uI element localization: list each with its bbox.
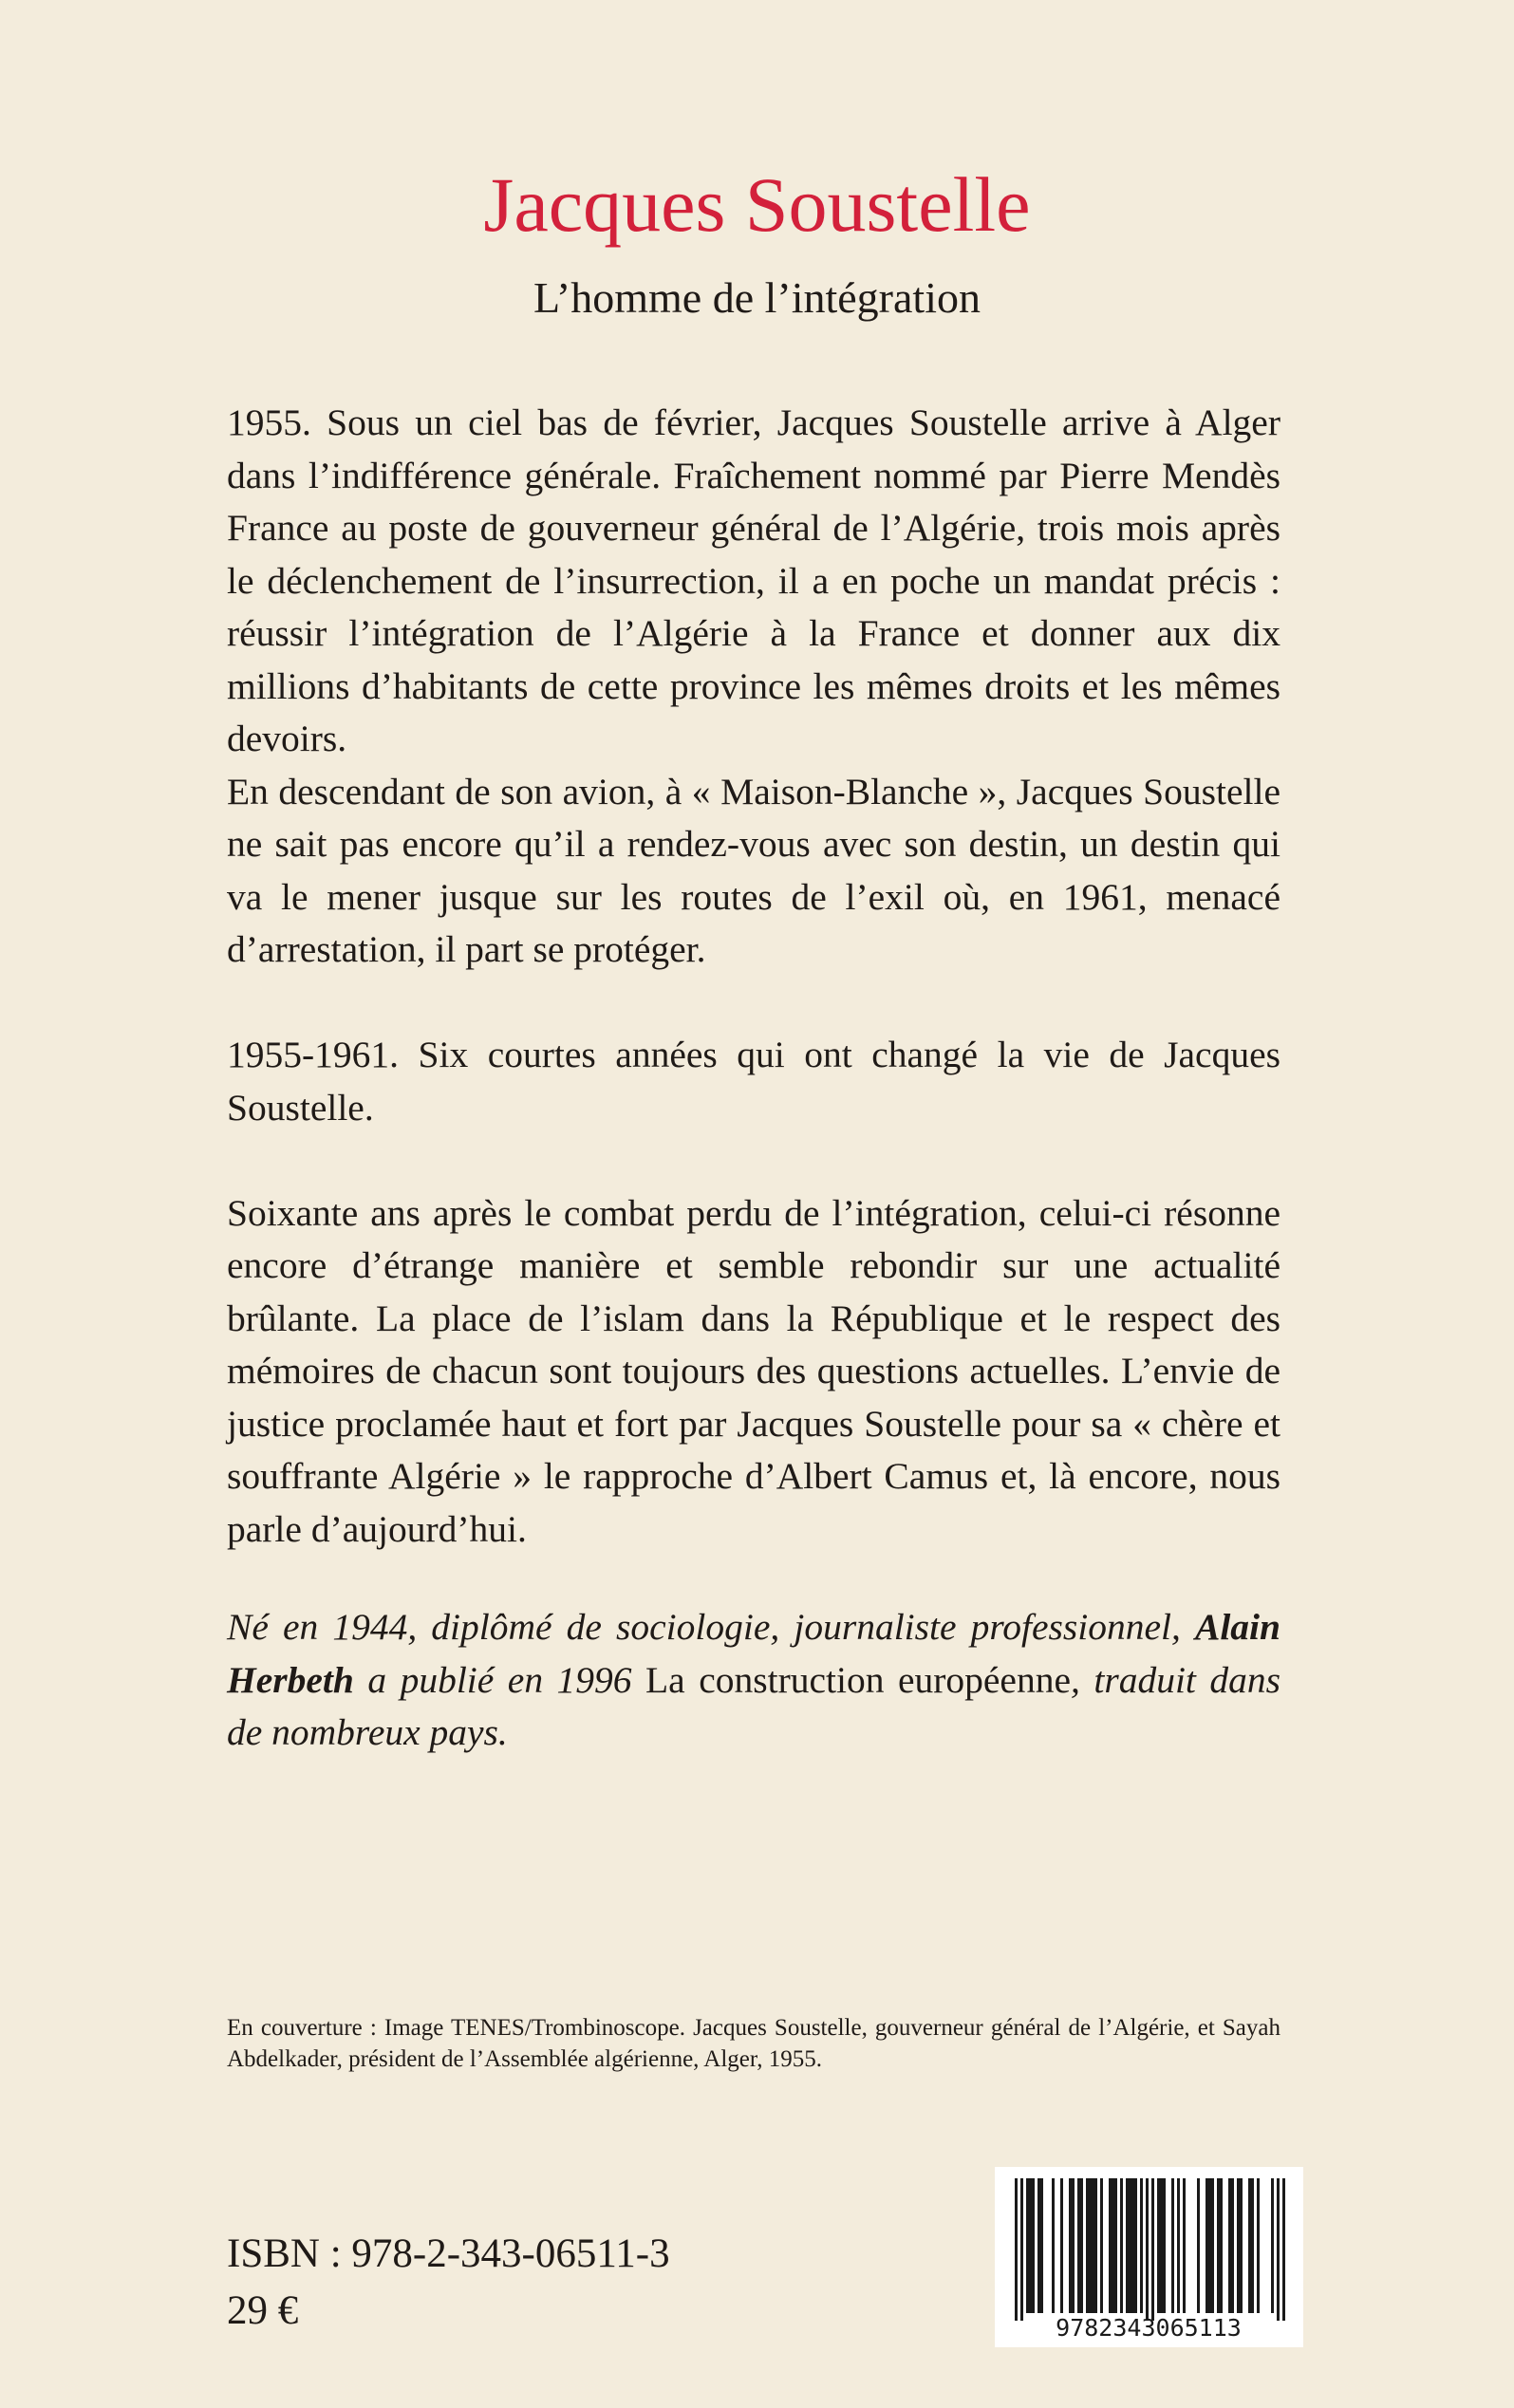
barcode-bar	[1077, 2178, 1080, 2313]
barcode-bar	[1089, 2178, 1092, 2313]
barcode-bar	[1271, 2178, 1274, 2313]
barcode-bar	[1129, 2178, 1131, 2313]
paragraph-gap	[227, 977, 1280, 1030]
blurb-paragraph-2: En descendant de son avion, à « Maison-Blanche », Jacques Soustelle ne sait pas encore qu’il a rendez-vous avec son destin, un destin qui va le mener jusque sur les routes de l’exil où, en 1961, menacé d’arrestation, il part se protéger.	[227, 770, 1280, 970]
barcode-bar	[1037, 2178, 1040, 2313]
barcode-bar	[1126, 2178, 1129, 2313]
barcode-bar	[1217, 2178, 1220, 2313]
barcode-bar	[1052, 2178, 1055, 2313]
barcode-bar	[1211, 2178, 1214, 2313]
barcode-bar	[1206, 2178, 1208, 2313]
barcode-bar	[1240, 2178, 1243, 2313]
book-title: Jacques Soustelle	[483, 161, 1031, 248]
isbn: ISBN : 978-2-343-06511-3	[227, 2231, 670, 2276]
barcode-bar	[1020, 2178, 1023, 2321]
author-name: Alain Herbeth	[227, 1606, 1280, 1701]
blurb-paragraph-4: Soixante ans après le combat perdu de l’intégration, celui-ci résonne encore d’étrange manière et semble rebondir sur une actualité brûlante. La place de l’islam dans la République et le respect des mémoires de chacun sont toujours des questions actuelles. L’envie de justice proclamée haut et fort par Jacques Soustelle pour sa « chère et souffrante Algérie » le rapproche d’Albert Camus et, là encore, nous parle d’aujourd’hui.	[227, 1191, 1280, 1550]
barcode-graphic	[995, 2167, 1303, 2347]
barcode-bar	[1109, 2178, 1112, 2313]
barcode-bar	[1060, 2178, 1063, 2313]
barcode-bar	[1237, 2178, 1240, 2313]
barcode-bar	[1069, 2178, 1072, 2313]
blurb-paragraph-3: 1955-1961. Six courtes années qui ont changé la vie de Jacques Soustelle.	[227, 1034, 1280, 1129]
barcode-bar	[1032, 2178, 1035, 2313]
barcode	[995, 2167, 1303, 2347]
barcode-bar	[1277, 2178, 1280, 2321]
book-subtitle: L’homme de l’intégration	[533, 273, 981, 322]
barcode-bar	[1171, 2178, 1174, 2313]
barcode-bars	[1015, 2178, 1285, 2321]
barcode-bar	[1257, 2178, 1260, 2313]
barcode-bar	[1251, 2178, 1254, 2313]
barcode-digits: 9782343065113	[1056, 2314, 1242, 2342]
barcode-bar	[1282, 2178, 1285, 2321]
barcode-bar	[1231, 2178, 1234, 2313]
blurb	[227, 397, 1280, 1556]
barcode-bar	[1183, 2178, 1186, 2313]
barcode-bar	[1131, 2178, 1134, 2313]
barcode-bar	[1134, 2178, 1137, 2313]
barcode-bar	[1114, 2178, 1117, 2313]
barcode-bar	[1072, 2178, 1075, 2313]
barcode-bar	[1094, 2178, 1097, 2313]
barcode-bar	[1146, 2178, 1149, 2321]
barcode-bar	[1140, 2178, 1143, 2313]
barcode-bar	[1151, 2178, 1154, 2321]
previous-book-title: La construction européenne	[645, 1658, 1071, 1701]
author-bio-text-1: Né en 1944, diplômé de sociologie, journaliste professionnel,	[227, 1606, 1195, 1648]
barcode-bar	[1100, 2178, 1103, 2313]
barcode-bar	[1157, 2178, 1160, 2313]
barcode-bar	[1248, 2178, 1251, 2313]
cover-credit: En couverture : Image TENES/Trombinoscope. Jacques Soustelle, gouverneur général de l’Algérie, et Sayah Abdelkader, président de l’Assemblée algérienne, Alger, 1955.	[227, 2015, 1280, 2072]
barcode-bar	[1160, 2178, 1163, 2313]
barcode-bar	[1092, 2178, 1094, 2313]
barcode-bar	[1040, 2178, 1043, 2313]
barcode-bar	[1228, 2178, 1231, 2313]
paragraph-gap	[227, 1134, 1280, 1187]
price: 29 €	[227, 2288, 299, 2333]
author-bio	[227, 1601, 1280, 1760]
barcode-bar	[1026, 2178, 1029, 2313]
barcode-bar	[1015, 2178, 1018, 2321]
barcode-bar	[1177, 2178, 1180, 2313]
barcode-bar	[1120, 2178, 1123, 2313]
blurb-paragraph-1: 1955. Sous un ciel bas de février, Jacques Soustelle arrive à Alger dans l’indifférence générale. Fraîchement nommé par Pierre Mendès France au poste de gouverneur général de l’Algérie, trois mois après le déclenchement de l’insurrection, il a en poche un mandat précis : réussir l’intégration de l’Algérie à la France et donner aux dix millions d’habitants de cette province les mêmes droits et les mêmes devoirs.	[227, 401, 1280, 759]
barcode-bar	[1208, 2178, 1211, 2313]
author-bio-text-3: , traduit dans de nombreux pays.	[227, 1658, 1280, 1753]
barcode-bar	[1197, 2178, 1200, 2313]
author-bio-text-2: a publié en 1996	[353, 1658, 646, 1701]
barcode-bar	[1086, 2178, 1089, 2313]
barcode-bar	[1080, 2178, 1083, 2313]
barcode-bar	[1029, 2178, 1032, 2313]
barcode-bar	[1163, 2178, 1166, 2313]
barcode-bar	[1112, 2178, 1114, 2313]
barcode-bar	[1220, 2178, 1223, 2313]
